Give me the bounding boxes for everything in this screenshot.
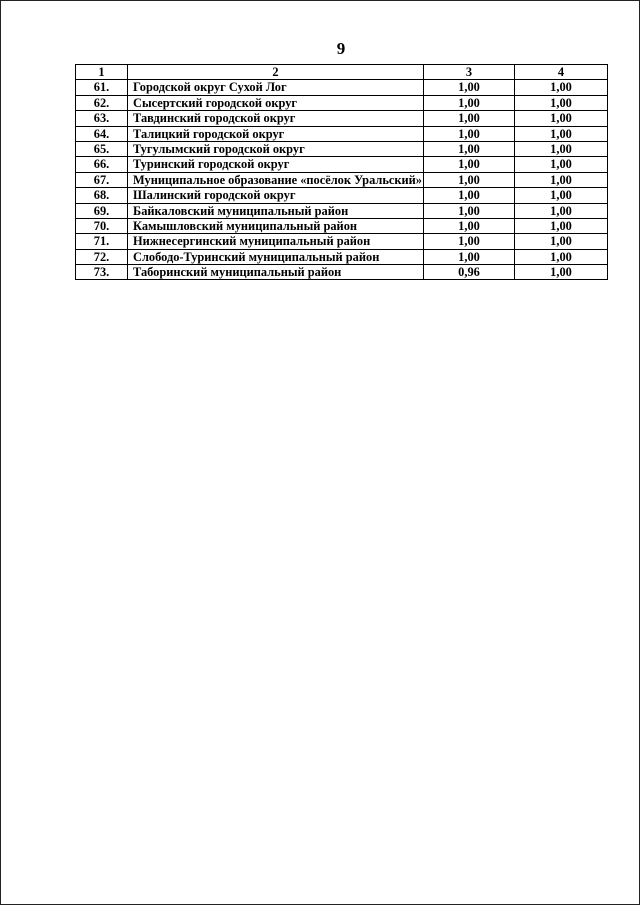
column-4-value: 1,00	[515, 141, 608, 156]
municipality-name: Шалинский городской округ	[128, 188, 424, 203]
row-number: 61.	[76, 80, 128, 95]
column-3-value: 1,00	[424, 126, 515, 141]
row-number: 71.	[76, 234, 128, 249]
header-cell-3: 3	[424, 65, 515, 80]
column-4-value: 1,00	[515, 249, 608, 264]
column-3-value: 0,96	[424, 265, 515, 280]
column-4-value: 1,00	[515, 80, 608, 95]
table-row	[76, 265, 608, 280]
municipality-name: Туринский городской округ	[128, 157, 424, 172]
table-row	[76, 141, 608, 156]
column-4-value: 1,00	[515, 203, 608, 218]
municipality-name: Таборинский муниципальный район	[128, 265, 424, 280]
column-4-value: 1,00	[515, 218, 608, 233]
column-4-value: 1,00	[515, 157, 608, 172]
row-number: 62.	[76, 95, 128, 110]
row-number: 68.	[76, 188, 128, 203]
table-row	[76, 172, 608, 187]
table-row	[76, 188, 608, 203]
municipality-name: Тугулымский городской округ	[128, 141, 424, 156]
row-number: 69.	[76, 203, 128, 218]
header-cell-2: 2	[128, 65, 424, 80]
column-4-value: 1,00	[515, 126, 608, 141]
row-number: 70.	[76, 218, 128, 233]
table-row	[76, 249, 608, 264]
column-4-value: 1,00	[515, 188, 608, 203]
column-4-value: 1,00	[515, 172, 608, 187]
municipality-name: Байкаловский муниципальный район	[128, 203, 424, 218]
column-3-value: 1,00	[424, 157, 515, 172]
column-3-value: 1,00	[424, 218, 515, 233]
column-4-value: 1,00	[515, 95, 608, 110]
row-number: 73.	[76, 265, 128, 280]
data-table	[75, 64, 608, 280]
municipality-name: Слободо-Туринский муниципальный район	[128, 249, 424, 264]
municipality-name: Сысертский городской округ	[128, 95, 424, 110]
column-3-value: 1,00	[424, 249, 515, 264]
table-row	[76, 218, 608, 233]
municipality-name: Камышловский муниципальный район	[128, 218, 424, 233]
column-4-value: 1,00	[515, 111, 608, 126]
row-number: 66.	[76, 157, 128, 172]
table-row	[76, 111, 608, 126]
header-cell-1: 1	[76, 65, 128, 80]
column-3-value: 1,00	[424, 141, 515, 156]
table-row	[76, 126, 608, 141]
municipality-name: Тавдинский городской округ	[128, 111, 424, 126]
table-row	[76, 234, 608, 249]
municipality-name: Муниципальное образование «посёлок Уральский»	[128, 172, 424, 187]
column-3-value: 1,00	[424, 188, 515, 203]
table-row	[76, 95, 608, 110]
table-row	[76, 80, 608, 95]
row-number: 67.	[76, 172, 128, 187]
row-number: 64.	[76, 126, 128, 141]
column-3-value: 1,00	[424, 111, 515, 126]
municipality-name: Городской округ Сухой Лог	[128, 80, 424, 95]
municipality-name: Нижнесергинский муниципальный район	[128, 234, 424, 249]
table-row	[76, 203, 608, 218]
header-cell-4: 4	[515, 65, 608, 80]
table-header-row	[76, 65, 608, 80]
column-3-value: 1,00	[424, 203, 515, 218]
row-number: 72.	[76, 249, 128, 264]
column-3-value: 1,00	[424, 234, 515, 249]
table-row	[76, 157, 608, 172]
column-4-value: 1,00	[515, 234, 608, 249]
column-3-value: 1,00	[424, 95, 515, 110]
municipality-name: Талицкий городской округ	[128, 126, 424, 141]
row-number: 65.	[76, 141, 128, 156]
row-number: 63.	[76, 111, 128, 126]
column-4-value: 1,00	[515, 265, 608, 280]
column-3-value: 1,00	[424, 172, 515, 187]
column-3-value: 1,00	[424, 80, 515, 95]
page-number: 9	[336, 39, 346, 58]
